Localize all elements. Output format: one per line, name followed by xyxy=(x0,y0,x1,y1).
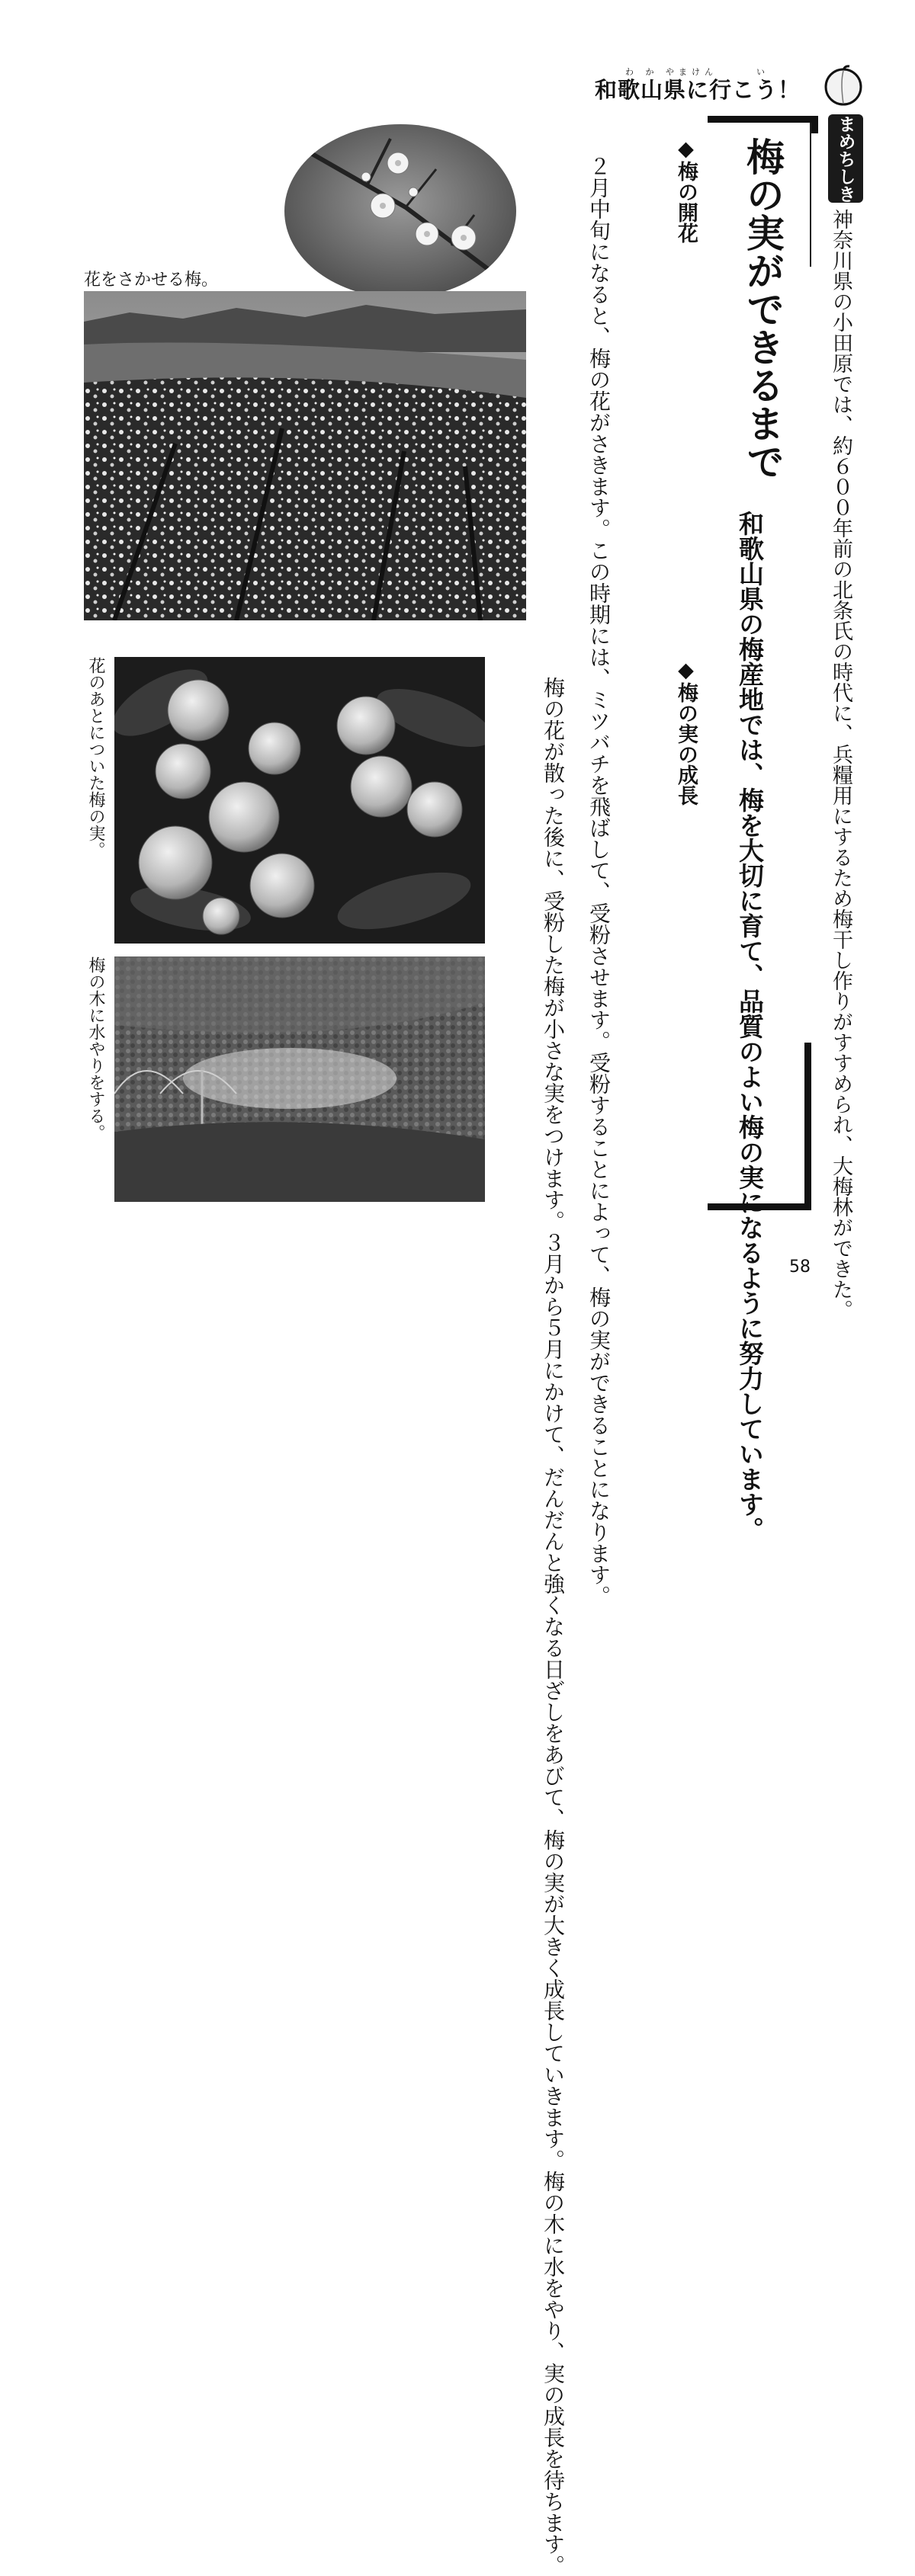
caption-blossom-field: 花をさかせる梅。 xyxy=(84,271,219,290)
plum-fruit-photo xyxy=(114,657,485,944)
page-number: 58 xyxy=(789,1258,811,1277)
section-body-blossom: ２月中旬になると、梅の花がさきます。この時期には、ミツバチを飛ばして、受粉させます。受粉することによって、梅の実ができることになります。 xyxy=(586,155,612,1607)
page-title: 梅の実ができるまで xyxy=(740,137,785,480)
sidebar-divider xyxy=(810,122,811,267)
caption-fruit: 花のあとについた梅の実。 xyxy=(86,657,105,858)
header-title-ruby: わ か やまけん い xyxy=(625,67,769,77)
intro-bracket-top xyxy=(708,116,818,133)
section-heading-blossom: ◆梅の開花 xyxy=(674,137,698,243)
blossom-closeup-photo xyxy=(284,123,517,299)
section-body-growth: 梅の花が散った後に、受粉した梅が小さな実をつけます。３月から５月にかけて、だんだんと強くなる日ざしをあびて、梅の実が大きく成長していきます。梅の木に水をやり、実の成長を待ちます。 xyxy=(541,677,566,2576)
sidebar-label: まめちしき xyxy=(828,114,863,203)
sidebar-body: 神奈川県の小田原では、約６００年前の北条氏の時代に、兵糧用にするため梅干し作りがすすめられ、大梅林ができた。 xyxy=(829,209,852,1320)
intro-text: 和歌山県の梅産地では、梅を大切に育て、品質のよい梅の実になるように努力しています。 xyxy=(735,511,765,1542)
watering-photo xyxy=(114,956,485,1202)
caption-watering: 梅の木に水やりをする。 xyxy=(86,956,105,1141)
header-title: 和歌山県に行こう！ xyxy=(595,77,801,103)
plum-icon xyxy=(822,64,865,107)
section-heading-growth: ◆梅の実の成長 xyxy=(674,658,698,806)
blossom-field-photo xyxy=(84,291,526,620)
